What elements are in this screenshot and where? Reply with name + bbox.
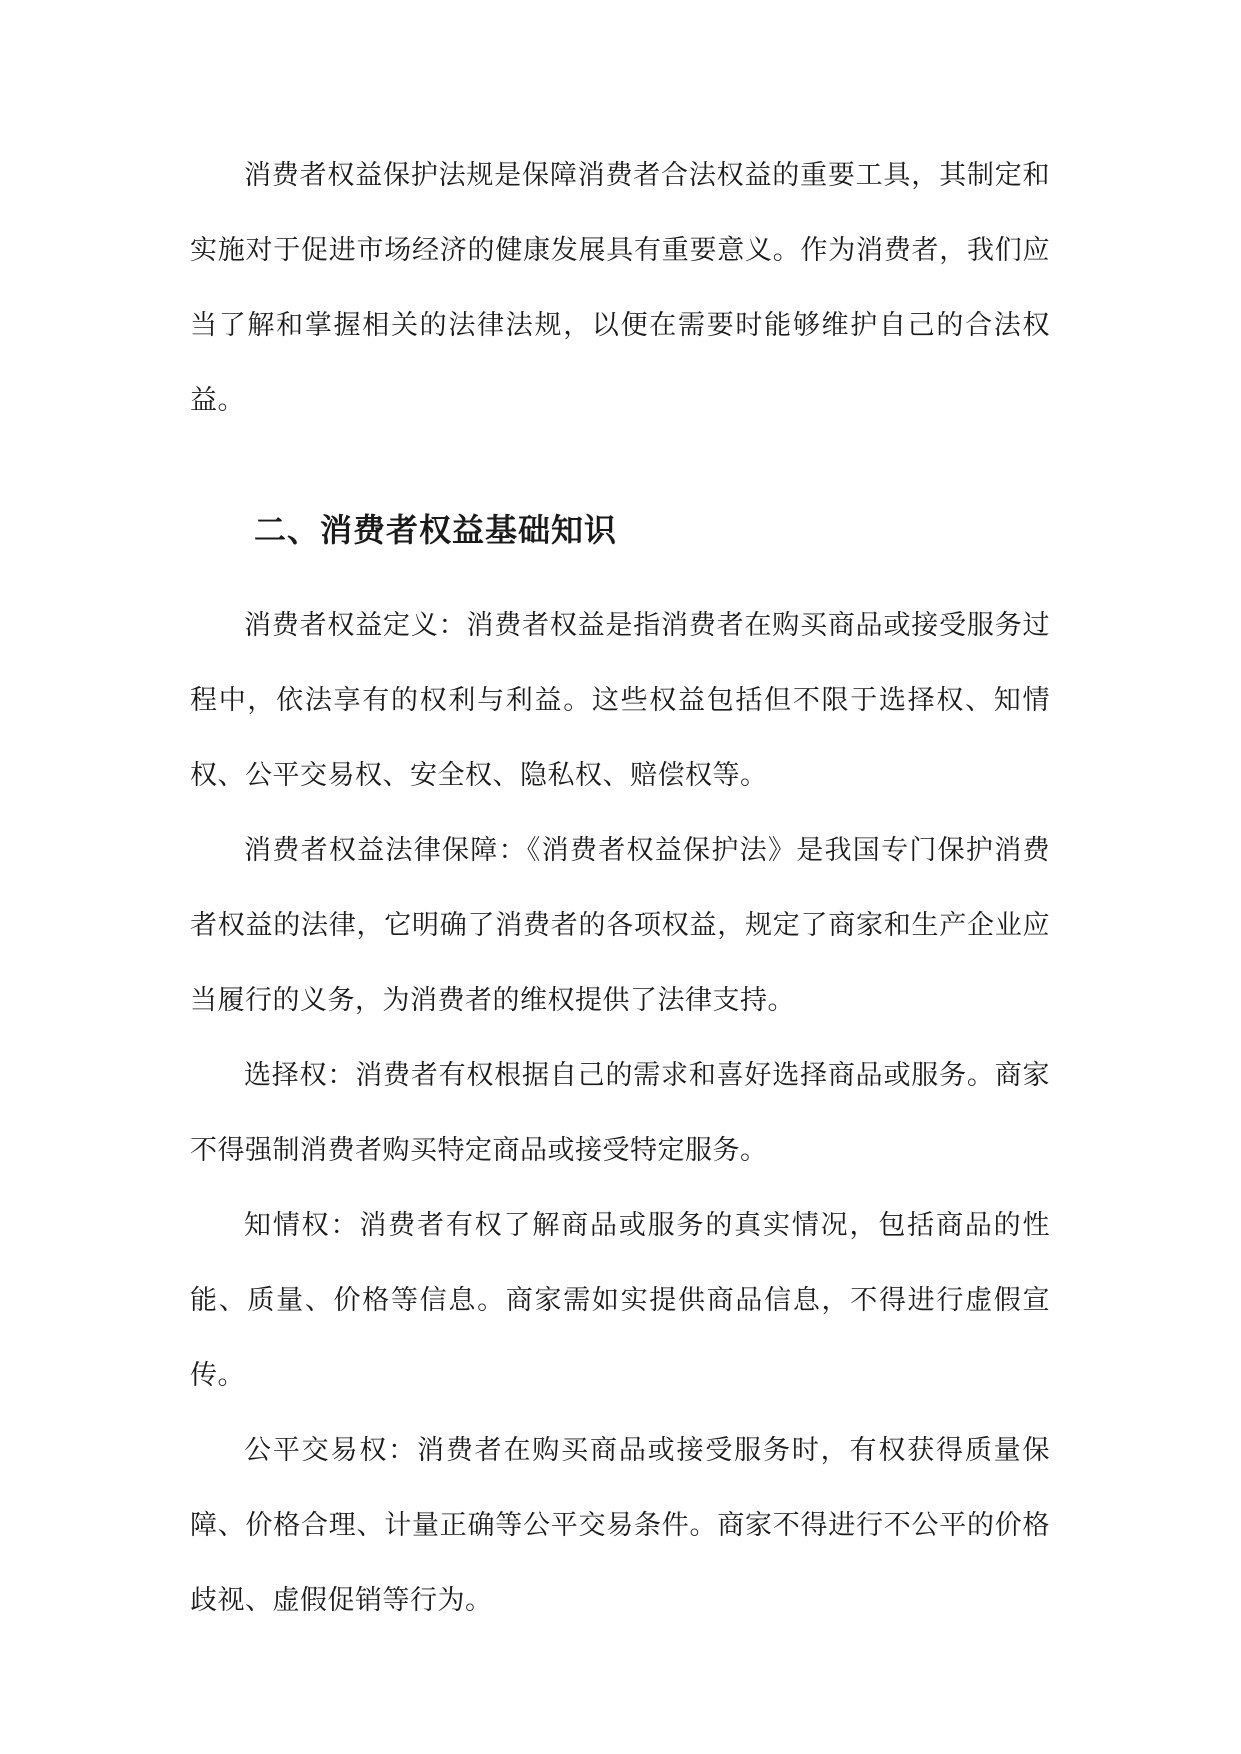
paragraph-fair-trade-right: 公平交易权：消费者在购买商品或接受服务时，有权获得质量保障、价格合理、计量正确等公平交易条件。商家不得进行不公平的价格歧视、虚假促销等行为。 xyxy=(190,1435,1050,1616)
paragraph-legal-protection: 消费者权益法律保障：《消费者权益保护法》是我国专门保护消费者权益的法律，它明确了消费者的各项权益，规定了商家和生产企业应当履行的义务，为消费者的维权提供了法律支持。 xyxy=(190,835,1050,1016)
paragraph-right-to-choose: 选择权：消费者有权根据自己的需求和喜好选择商品或服务。商家不得强制消费者购买特定商品或接受特定服务。 xyxy=(190,1060,1050,1166)
document-page xyxy=(190,138,1050,1638)
paragraph-consumer-rights-definition: 消费者权益定义：消费者权益是指消费者在购买商品或接受服务过程中，依法享有的权利与利益。这些权益包括但不限于选择权、知情权、公平交易权、安全权、隐私权、赔偿权等。 xyxy=(190,610,1050,791)
paragraph-right-to-know: 知情权：消费者有权了解商品或服务的真实情况，包括商品的性能、质量、价格等信息。商家需如实提供商品信息，不得进行虚假宣传。 xyxy=(190,1210,1050,1391)
intro-paragraph: 消费者权益保护法规是保障消费者合法权益的重要工具，其制定和实施对于促进市场经济的健康发展具有重要意义。作为消费者，我们应当了解和掌握相关的法律法规，以便在需要时能够维护自己的合法权益。 xyxy=(190,160,1050,416)
section-heading: 二、消费者权益基础知识 xyxy=(254,511,618,549)
